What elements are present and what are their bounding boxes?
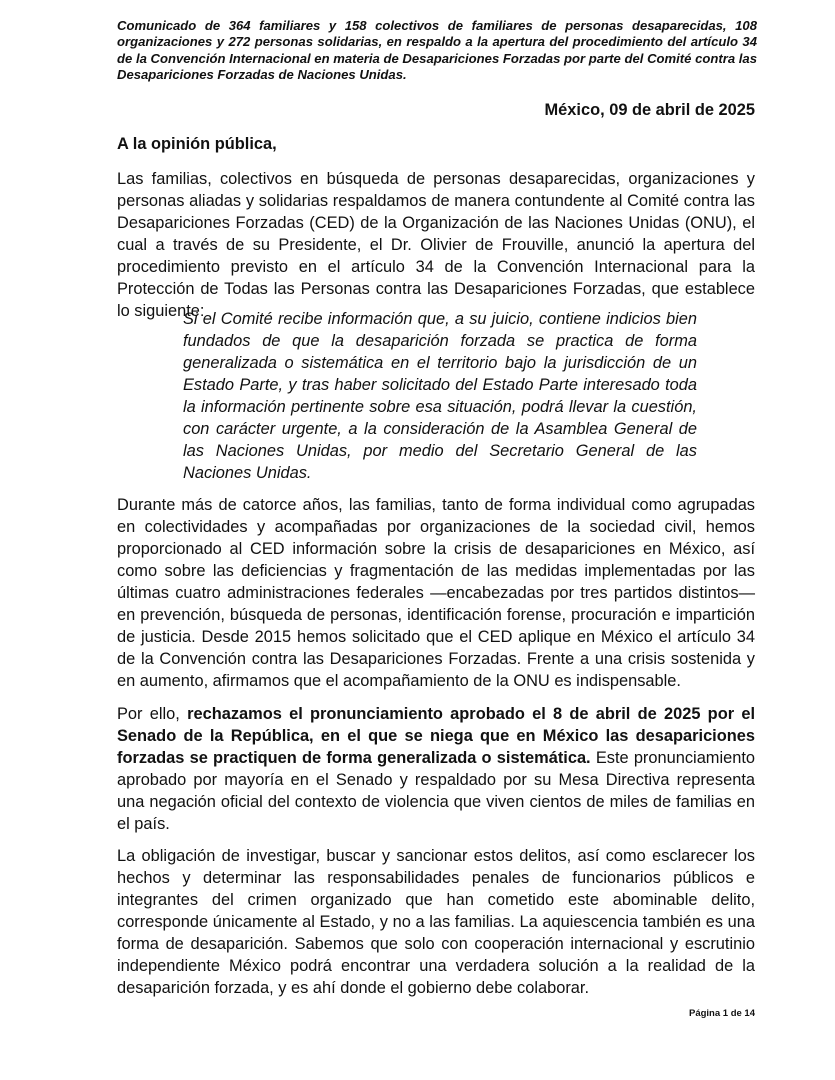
- article-34-quote: Si el Comité recibe información que, a su juicio, contiene indicios bien fundados de que la desaparición forzada se practica de forma generalizada o sistemática en el territorio bajo la jurisdicción de un Estado Parte, y tras haber solicitado del Estado Parte interesado toda la información pertinente sobre esa situación, podrá llevar la cuestión, con carácter urgente, a la consideración de la Asamblea General de las Naciones Unidas, por medio del Secretario General de las Naciones Unidas.: [183, 310, 697, 482]
- salutation: A la opinión pública,: [117, 135, 277, 153]
- paragraph-support-ced: Las familias, colectivos en búsqueda de personas desaparecidas, organizaciones y personas aliadas y solidarias respaldamos de manera contundente al Comité contra las Desapariciones Forzadas (CED) de la Organización de las Naciones Unidas (ONU), el cual a través de su Presidente, el Dr. Olivier de Frouville, anunció la apertura del procedimiento previsto en el artículo 34 de la Convención Internacional para la Protección de Todas las Personas contra las Desapariciones Forzadas, que establece lo siguiente:: [117, 170, 755, 320]
- paragraph-history: Durante más de catorce años, las familias, tanto de forma individual como agrupadas en colectividades y acompañadas por organizaciones de la sociedad civil, hemos proporcionado al CED información sobre la crisis de desapariciones en México, así como sobre las deficiencias y fragmentación de las medidas implementadas por las últimas cuatro administraciones federales —encabezadas por tres partidos distintos— en prevención, búsqueda de personas, identificación forense, procuración e impartición de justicia. Desde 2015 hemos solicitado que el CED aplique en México el artículo 34 de la Convención contra las Desapariciones Forzadas. Frente a una crisis sostenida y en aumento, afirmamos que el acompañamiento de la ONU es indispensable.: [117, 496, 755, 690]
- rejection-rest: Este pronunciamiento aprobado por mayoría en el Senado y respaldado por su Mesa Directiva representa una negación oficial del contexto de violencia que viven cientos de miles de familias en el país.: [117, 749, 755, 833]
- dateline: México, 09 de abril de 2025: [544, 101, 755, 119]
- rejection-lead: Por ello,: [117, 705, 188, 723]
- communique-title: Comunicado de 364 familiares y 158 colectivos de familiares de personas desaparecidas, 108 organizaciones y 272 personas solidarias, en respaldo a la apertura del procedimiento del artículo 34 de la Convención Internacional en materia de Desapariciones Forzadas por parte del Comité contra las Desapariciones Forzadas de Naciones Unidas.: [117, 18, 757, 83]
- rejection-bold-statement: rechazamos el pronunciamiento aprobado el 8 de abril de 2025 por el Senado de la República, en el que se niega que en México las desapariciones forzadas se practiquen de forma generalizada o sistemática.: [117, 705, 756, 767]
- paragraph-rejection: [117, 703, 755, 835]
- paragraph-state-obligation: La obligación de investigar, buscar y sancionar estos delitos, así como esclarecer los hechos y determinar las responsabilidades penales de funcionarios públicos e integrantes del crimen organizado que han cometido este abominable delito, corresponde únicamente al Estado, y no a las familias. La aquiescencia también es una forma de desaparición. Sabemos que solo con cooperación internacional y escrutinio independiente México podrá encontrar una verdadera solución a la realidad de la desaparición forzada, y es ahí donde el gobierno debe colaborar.: [117, 847, 755, 997]
- page-number: Página 1 de 14: [688, 1008, 755, 1019]
